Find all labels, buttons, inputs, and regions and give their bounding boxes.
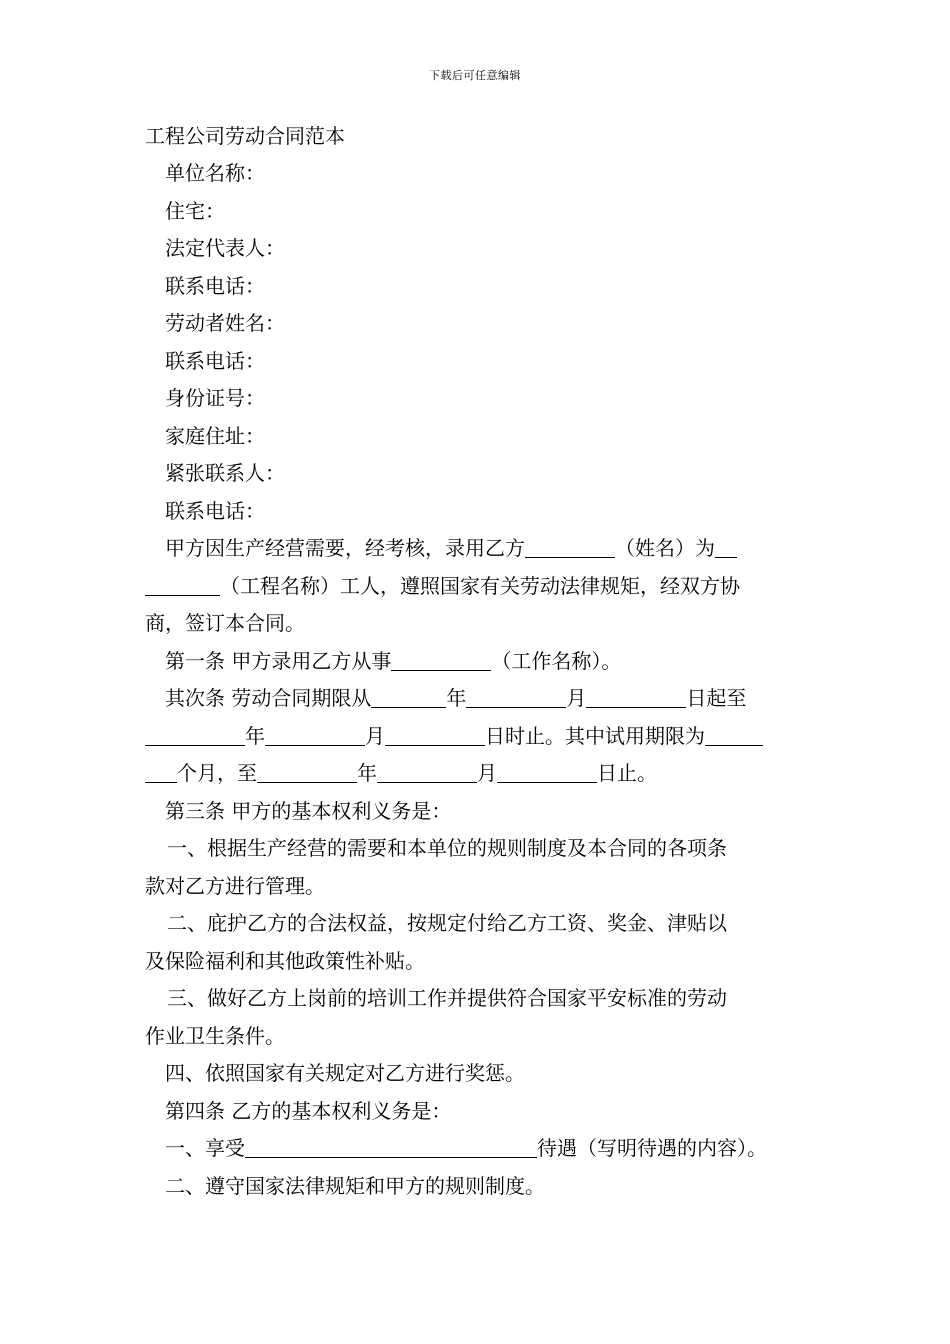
year-label: 年 — [357, 761, 377, 785]
article4-item1-suffix: 待遇（写明待遇的内容）。 — [537, 1136, 767, 1160]
probation-end-day-blank[interactable] — [497, 762, 597, 783]
month-label: 月 — [566, 686, 587, 710]
contract-document — [145, 118, 810, 1205]
intro-text-end: 商，签订本合同。 — [145, 611, 305, 635]
day-end-label: 日止。 — [597, 761, 657, 785]
end-day-blank[interactable] — [385, 725, 485, 746]
intro-line-3 — [145, 605, 810, 643]
intro-line-2 — [145, 568, 810, 606]
article1-text: 第一条 甲方录用乙方从事 — [165, 648, 392, 673]
end-month-blank[interactable] — [265, 725, 365, 746]
start-day-blank[interactable] — [586, 687, 686, 708]
worker-name-blank[interactable] — [525, 537, 615, 558]
intro-text-project: （工程名称）工人，遵照国家有关劳动法律规矩，经双方协 — [220, 573, 740, 598]
field-company-phone: 联系电话： — [165, 273, 265, 298]
field-home-address: 家庭住址： — [165, 423, 265, 448]
field-worker-phone: 联系电话： — [165, 348, 265, 373]
header-note: 下载后可任意编辑 — [429, 69, 521, 82]
document-title: 工程公司劳动合同范本 — [145, 124, 345, 148]
article3-item4: 四、依照国家有关规定对乙方进行奖惩。 — [165, 1061, 525, 1085]
benefits-blank[interactable] — [245, 1137, 537, 1158]
article3-item1-line1: 一、根据生产经营的需要和本单位的规则制度及本合同的各项条 — [167, 836, 727, 860]
article2-line-3 — [145, 755, 810, 793]
field-worker-name: 劳动者姓名： — [165, 311, 285, 335]
article3-item3-line1: 三、做好乙方上岗前的培训工作并提供符合国家平安标准的劳动 — [167, 986, 727, 1010]
intro-text: 甲方因生产经营需要，经考核，录用乙方 — [165, 536, 525, 560]
intro-line-1 — [145, 530, 810, 568]
probation-months-blank-start[interactable] — [705, 725, 763, 746]
field-emergency-contact: 紧张联系人： — [165, 461, 285, 485]
article3-item3-line2: 作业卫生条件。 — [145, 1023, 285, 1048]
months-label: 个月，至 — [177, 761, 257, 785]
article1-suffix: （工作名称）。 — [491, 648, 622, 673]
probation-months-blank[interactable] — [145, 762, 177, 783]
project-name-blank[interactable] — [145, 575, 220, 596]
article4-item2: 二、遵守国家法律规矩和甲方的规则制度。 — [165, 1173, 545, 1198]
day-from-label: 日起至 — [686, 686, 747, 710]
article4-heading: 第四条 乙方的基本权利义务是： — [165, 1098, 452, 1123]
month-label: 月 — [365, 723, 385, 748]
field-legal-representative: 法定代表人： — [165, 236, 285, 260]
project-name-blank-start[interactable] — [715, 537, 737, 558]
year-label: 年 — [245, 723, 265, 748]
field-unit-name: 单位名称： — [165, 161, 265, 185]
article3-item2-line2: 及保险福利和其他政策性补贴。 — [145, 948, 425, 973]
start-year-blank[interactable] — [371, 687, 446, 708]
start-month-blank[interactable] — [466, 687, 566, 708]
probation-end-month-blank[interactable] — [377, 762, 477, 783]
field-id-number: 身份证号： — [165, 386, 265, 410]
month-label: 月 — [477, 761, 497, 785]
article2-line-1 — [145, 680, 810, 718]
intro-text-name: （姓名）为 — [615, 536, 715, 560]
article3-item1-line2: 款对乙方进行管理。 — [145, 873, 325, 898]
article4-item1-text: 一、享受 — [165, 1136, 245, 1160]
article2-text: 其次条 劳动合同期限从 — [165, 686, 372, 710]
article1 — [145, 643, 810, 681]
year-label: 年 — [446, 686, 467, 710]
article3-item2-line1: 二、庇护乙方的合法权益，按规定付给乙方工资、奖金、津贴以 — [167, 911, 727, 935]
field-emergency-phone: 联系电话： — [165, 498, 265, 523]
end-year-blank[interactable] — [145, 725, 245, 746]
job-title-blank[interactable] — [391, 650, 491, 671]
field-residence: 住宅： — [165, 198, 225, 223]
article4-item1 — [145, 1130, 810, 1168]
probation-end-year-blank[interactable] — [257, 762, 357, 783]
article2-line-2 — [145, 718, 810, 756]
article3-heading: 第三条 甲方的基本权利义务是： — [165, 798, 452, 823]
probation-text: 日时止。其中试用期限为 — [485, 723, 705, 748]
